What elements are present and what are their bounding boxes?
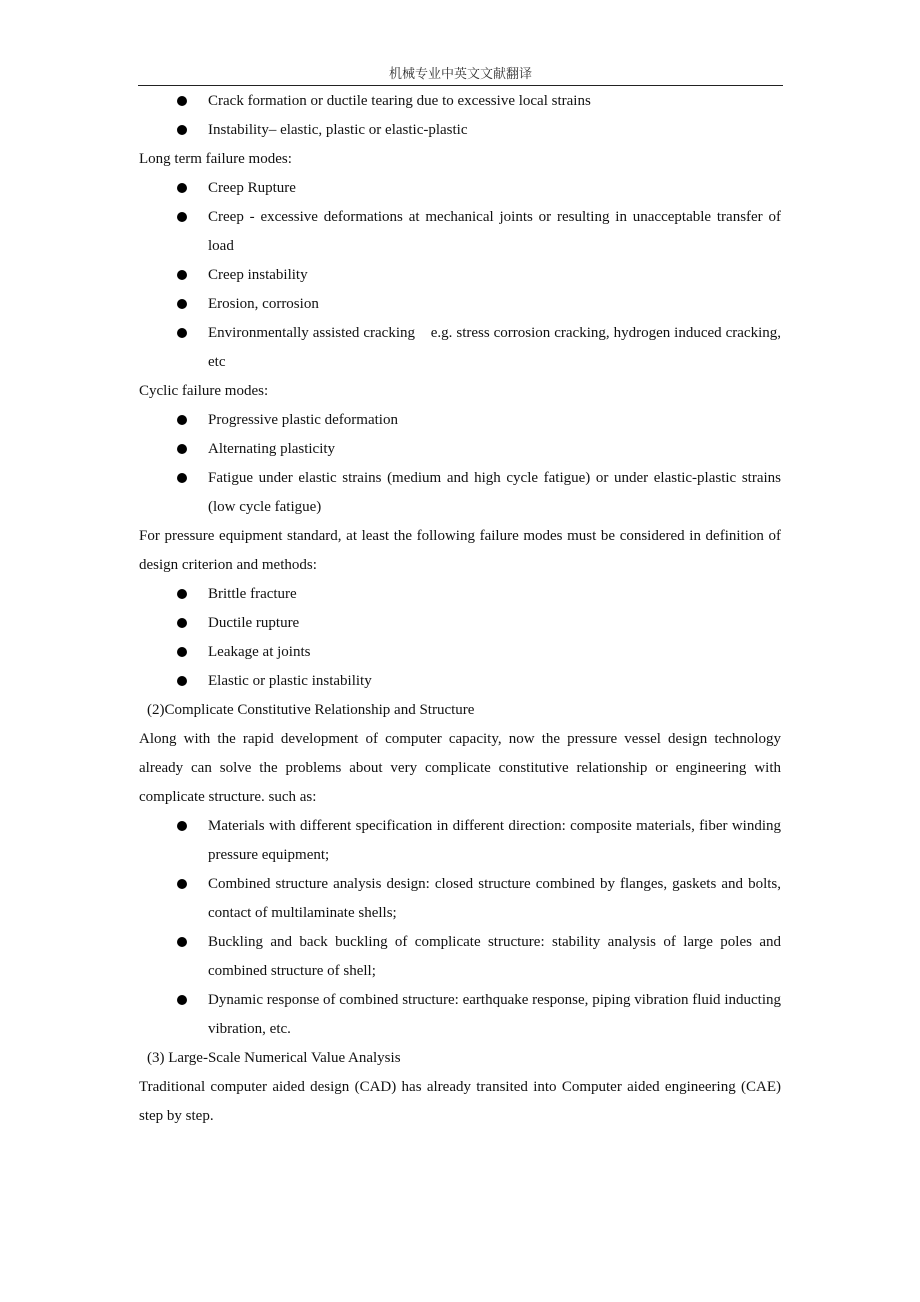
list-item-text: Alternating plasticity bbox=[208, 441, 336, 457]
list-item bbox=[139, 638, 781, 667]
bullet-icon bbox=[177, 589, 187, 599]
list-item-text: Dynamic response of combined structure: earthquake response, piping vibration fluid inducting vibration, etc. bbox=[208, 992, 781, 1037]
page-header: 机械专业中英文文献翻译 bbox=[138, 64, 783, 86]
list-item bbox=[139, 986, 781, 1044]
list-item bbox=[139, 261, 781, 290]
bullet-icon bbox=[177, 328, 187, 338]
bullet-list-pressure bbox=[139, 580, 781, 696]
list-item-text: Creep - excessive deformations at mechanical joints or resulting in unacceptable transfer of load bbox=[208, 209, 781, 254]
bullet-icon bbox=[177, 473, 187, 483]
list-item bbox=[139, 435, 781, 464]
bullet-icon bbox=[177, 618, 187, 628]
list-item bbox=[139, 290, 781, 319]
bullet-icon bbox=[177, 676, 187, 686]
section-3-paragraph: Traditional computer aided design (CAD) has already transited into Computer aided engineering (CAE) step by step. bbox=[139, 1079, 781, 1124]
list-item bbox=[139, 203, 781, 261]
list-item bbox=[139, 928, 781, 986]
bullet-icon bbox=[177, 879, 187, 889]
list-item-text: Environmentally assisted cracking e.g. stress corrosion cracking, hydrogen induced cracking, etc bbox=[208, 325, 785, 370]
list-item bbox=[139, 464, 781, 522]
list-item-text: Instability– elastic, plastic or elastic-plastic bbox=[208, 122, 468, 138]
bullet-icon bbox=[177, 299, 187, 309]
list-item-text: Progressive plastic deformation bbox=[208, 412, 398, 428]
bullet-list-section-2 bbox=[139, 812, 781, 1044]
list-item bbox=[139, 174, 781, 203]
bullet-icon bbox=[177, 125, 187, 135]
bullet-icon bbox=[177, 937, 187, 947]
list-item bbox=[139, 580, 781, 609]
list-item-text: Materials with different specification in different direction: composite materials, fiber winding pressure equipment; bbox=[208, 818, 781, 863]
list-item bbox=[139, 667, 781, 696]
bullet-icon bbox=[177, 183, 187, 193]
list-item-text: Crack formation or ductile tearing due to excessive local strains bbox=[208, 93, 591, 109]
list-item-text: Ductile rupture bbox=[208, 615, 300, 631]
list-item-text: Erosion, corrosion bbox=[208, 296, 319, 312]
list-item-text: Combined structure analysis design: closed structure combined by flanges, gaskets and bolts, contact of multilaminate shells; bbox=[208, 876, 781, 921]
list-item-text: Elastic or plastic instability bbox=[208, 673, 372, 689]
cyclic-label: Cyclic failure modes: bbox=[139, 383, 269, 399]
bullet-icon bbox=[177, 415, 187, 425]
list-item-text: Leakage at joints bbox=[208, 644, 311, 660]
list-item bbox=[139, 406, 781, 435]
list-item bbox=[139, 87, 781, 116]
list-item bbox=[139, 812, 781, 870]
list-item bbox=[139, 116, 781, 145]
bullet-icon bbox=[177, 96, 187, 106]
list-item-text: Creep instability bbox=[208, 267, 308, 283]
bullet-icon bbox=[177, 212, 187, 222]
bullet-icon bbox=[177, 270, 187, 280]
list-item-text: Fatigue under elastic strains (medium and high cycle fatigue) or under elastic-plastic strains (low cycle fatigue) bbox=[208, 470, 781, 515]
section-2-heading: (2)Complicate Constitutive Relationship and Structure bbox=[147, 702, 475, 718]
bullet-icon bbox=[177, 821, 187, 831]
bullet-icon bbox=[177, 995, 187, 1005]
list-item bbox=[139, 609, 781, 638]
list-item bbox=[139, 319, 785, 377]
bullet-icon bbox=[177, 444, 187, 454]
bullet-icon bbox=[177, 647, 187, 657]
list-item bbox=[139, 870, 781, 928]
bullet-list-failure-modes bbox=[139, 87, 781, 145]
list-item-text: Creep Rupture bbox=[208, 180, 296, 196]
section-2-paragraph: Along with the rapid development of computer capacity, now the pressure vessel design technology already can solve the problems about very complicate constitutive relationship or engineering with complicate structure. such as: bbox=[139, 731, 781, 805]
long-term-label: Long term failure modes: bbox=[139, 151, 292, 167]
bullet-list-cyclic bbox=[139, 406, 781, 522]
bullet-list-long-term bbox=[139, 174, 785, 377]
list-item-text: Buckling and back buckling of complicate structure: stability analysis of large poles and combined structure of shell; bbox=[208, 934, 781, 979]
section-3-heading: (3) Large-Scale Numerical Value Analysis bbox=[147, 1050, 401, 1066]
pressure-equipment-paragraph: For pressure equipment standard, at least the following failure modes must be considered in definition of design criterion and methods: bbox=[139, 528, 781, 573]
list-item-text: Brittle fracture bbox=[208, 586, 297, 602]
document-body bbox=[139, 87, 785, 1131]
